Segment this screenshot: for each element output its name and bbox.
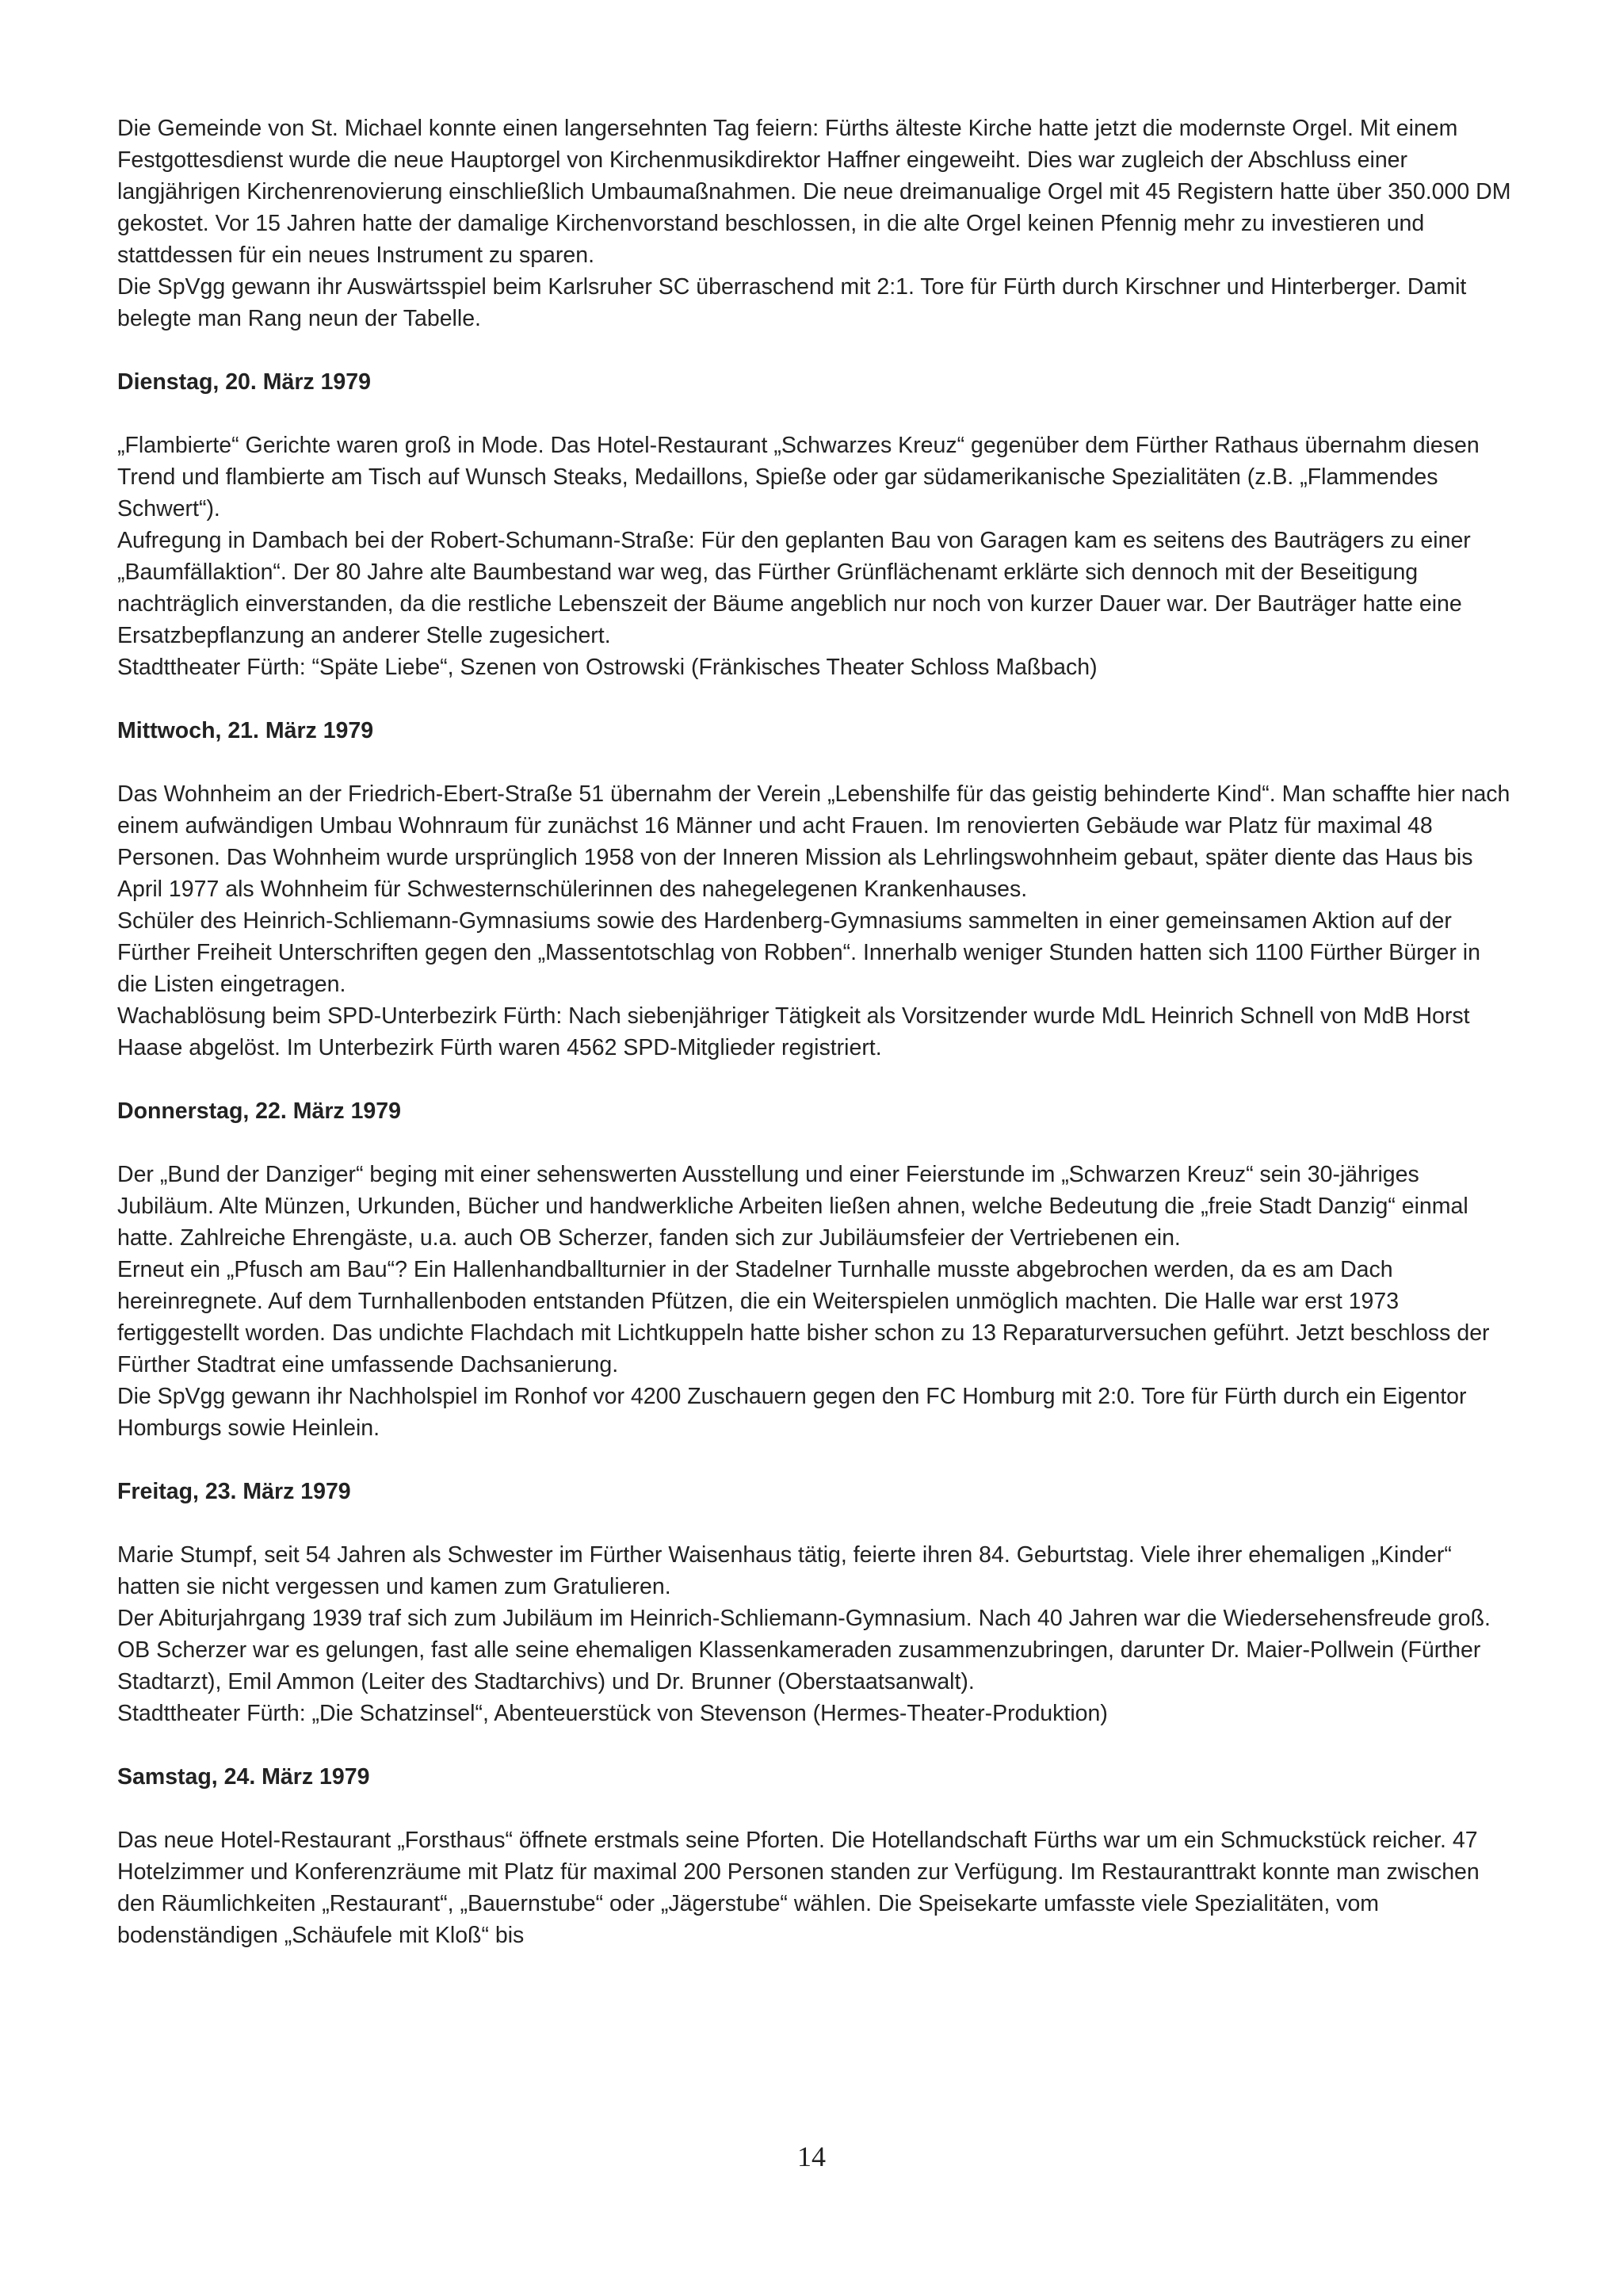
intro-block <box>117 113 1512 334</box>
paragraph: „Flambierte“ Gerichte waren groß in Mode. Das Hotel-Restaurant „Schwarzes Kreuz“ gegenüber dem Fürther Rathaus übernahm diesen Trend und flambierte am Tisch auf Wunsch Steaks, Medaillons, Spieße oder gar südamerikanische Spezialitäten (z.B. „Flammendes Schwert“). <box>117 433 1480 521</box>
paragraph: Stadttheater Fürth: “Späte Liebe“, Szenen von Ostrowski (Fränkisches Theater Schloss Maßbach) <box>117 655 1098 680</box>
paragraph: Das Wohnheim an der Friedrich-Ebert-Straße 51 übernahm der Verein „Lebenshilfe für das geistig behinderte Kind“. Man schaffte hier nach einem aufwändigen Umbau Wohnraum für zunächst 16 Männer und acht Frauen. Im renovierten Gebäude war Platz für maximal 48 Personen. Das Wohnheim wurde ursprünglich 1958 von der Inneren Mission als Lehrlingswohnheim gebaut, später diente das Haus bis April 1977 als Wohnheim für Schwesternschülerinnen des nahegelegenen Krankenhauses. <box>117 781 1510 902</box>
section-donnerstag <box>117 1095 1512 1444</box>
paragraph: Aufregung in Dambach bei der Robert-Schumann-Straße: Für den geplanten Bau von Garagen kam es seitens des Bauträgers zu einer „Baumfällaktion“. Der 80 Jahre alte Baumbestand war weg, das Fürther Grünflächenamt erklärte sich dennoch mit der Beseitigung nachträglich einverstanden, da die restliche Lebenszeit der Bäume angeblich nur noch von kurzer Dauer war. Der Bauträger hatte eine Ersatzbepflanzung an anderer Stelle zugesichert. <box>117 528 1471 648</box>
date-heading: Donnerstag, 22. März 1979 <box>117 1098 401 1124</box>
section-mittwoch <box>117 715 1512 1064</box>
paragraph: Schüler des Heinrich-Schliemann-Gymnasiums sowie des Hardenberg-Gymnasiums sammelten in einer gemeinsamen Aktion auf der Fürther Freiheit Unterschriften gegen den „Massentotschlag von Robben“. Innerhalb weniger Stunden hatten sich 1100 Fürther Bürger in die Listen eingetragen. <box>117 908 1480 997</box>
paragraph: Der „Bund der Danziger“ beging mit einer sehenswerten Ausstellung und einer Feierstunde im „Schwarzen Kreuz“ sein 30-jähriges Jubiläum. Alte Münzen, Urkunden, Bücher und handwerkliche Arbeiten ließen ahnen, welche Bedeutung die „freie Stadt Danzig“ einmal hatte. Zahlreiche Ehrengäste, u.a. auch OB Scherzer, fanden sich zur Jubiläumsfeier der Vertriebenen ein. <box>117 1162 1468 1251</box>
paragraph: Erneut ein „Pfusch am Bau“? Ein Hallenhandballturnier in der Stadelner Turnhalle musste abgebrochen werden, da es am Dach hereinregnete. Auf dem Turnhallenboden entstanden Pfützen, die ein Weiterspielen unmöglich machten. Die Halle war erst 1973 fertiggestellt worden. Das undichte Flachdach mit Lichtkuppeln hatte bisher schon zu 13 Reparaturversuchen geführt. Jetzt beschloss der Fürther Stadtrat eine umfassende Dachsanierung. <box>117 1257 1490 1377</box>
section-freitag <box>117 1476 1512 1729</box>
date-heading: Freitag, 23. März 1979 <box>117 1479 351 1504</box>
paragraph: Wachablösung beim SPD-Unterbezirk Fürth: Nach siebenjähriger Tätigkeit als Vorsitzender wurde MdL Heinrich Schnell von MdB Horst Haase abgelöst. Im Unterbezirk Fürth waren 4562 SPD-Mitglieder registriert. <box>117 1003 1470 1060</box>
paragraph: Das neue Hotel-Restaurant „Forsthaus“ öffnete erstmals seine Pforten. Die Hotellandschaft Fürths war um ein Schmuckstück reicher. 47 Hotelzimmer und Konferenzräume mit Platz für maximal 200 Personen standen zur Verfügung. Im Restauranttrakt konnte man zwischen den Räumlichkeiten „Restaurant“, „Bauernstube“ oder „Jägerstube“ wählen. Die Speisekarte umfasste viele Spezialitäten, vom bodenständigen „Schäufele mit Kloß“ bis <box>117 1828 1480 1948</box>
page-number: 14 <box>797 2141 826 2172</box>
date-heading: Dienstag, 20. März 1979 <box>117 369 371 395</box>
paragraph: Die Gemeinde von St. Michael konnte einen langersehnten Tag feiern: Fürths älteste Kirche hatte jetzt die modernste Orgel. Mit einem Festgottesdienst wurde die neue Hauptorgel von Kirchenmusikdirektor Haffner eingeweiht. Dies war zugleich der Abschluss einer langjährigen Kirchenrenovierung einschließlich Umbaumaßnahmen. Die neue dreimanualige Orgel mit 45 Registern hatte über 350.000 DM gekostet. Vor 15 Jahren hatte der damalige Kirchenvorstand beschlossen, in die alte Orgel keinen Pfennig mehr zu investieren und stattdessen für ein neues Instrument zu sparen. <box>117 116 1511 268</box>
date-heading: Mittwoch, 21. März 1979 <box>117 718 374 743</box>
paragraph: Stadttheater Fürth: „Die Schatzinsel“, Abenteuerstück von Stevenson (Hermes-Theater-Produktion) <box>117 1701 1108 1726</box>
paragraph: Der Abiturjahrgang 1939 traf sich zum Jubiläum im Heinrich-Schliemann-Gymnasium. Nach 40 Jahren war die Wiedersehensfreude groß. OB Scherzer war es gelungen, fast alle seine ehemaligen Klassenkameraden zusammenzubringen, darunter Dr. Maier-Pollwein (Fürther Stadtarzt), Emil Ammon (Leiter des Stadtarchivs) und Dr. Brunner (Oberstaatsanwalt). <box>117 1606 1491 1694</box>
paragraph: Marie Stumpf, seit 54 Jahren als Schwester im Fürther Waisenhaus tätig, feierte ihren 84. Geburtstag. Viele ihrer ehemaligen „Kinder“ hatten sie nicht vergessen und kamen zum Gratulieren. <box>117 1542 1452 1599</box>
date-heading: Samstag, 24. März 1979 <box>117 1764 370 1790</box>
document-body <box>117 113 1512 1951</box>
paragraph: Die SpVgg gewann ihr Auswärtsspiel beim Karlsruher SC überraschend mit 2:1. Tore für Fürth durch Kirschner und Hinterberger. Damit belegte man Rang neun der Tabelle. <box>117 274 1467 331</box>
section-samstag <box>117 1761 1512 1951</box>
paragraph: Die SpVgg gewann ihr Nachholspiel im Ronhof vor 4200 Zuschauern gegen den FC Homburg mit 2:0. Tore für Fürth durch ein Eigentor Homburgs sowie Heinlein. <box>117 1384 1467 1441</box>
section-dienstag <box>117 366 1512 683</box>
